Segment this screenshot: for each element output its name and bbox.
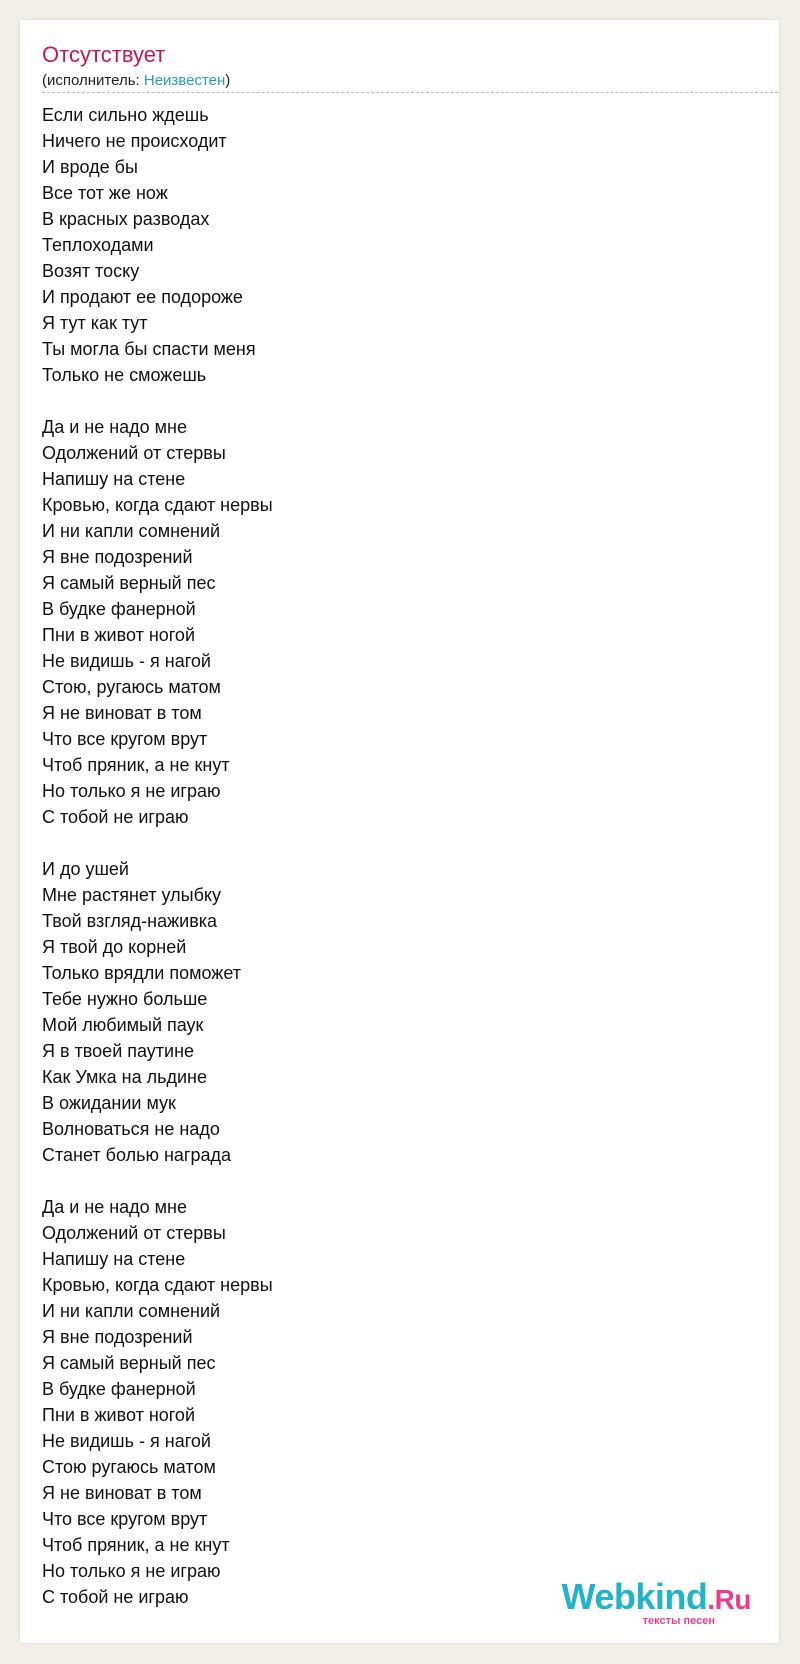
lyric-line: Мне растянет улыбку bbox=[42, 885, 221, 905]
lyric-line: Я в твоей паутине bbox=[42, 1041, 195, 1061]
lyric-line: В красных разводах bbox=[42, 209, 210, 229]
lyric-line: Я вне подозрений bbox=[42, 547, 193, 567]
stanza-break bbox=[42, 1168, 273, 1194]
lyric-line: Стою ругаюсь матом bbox=[42, 1457, 216, 1477]
byline-suffix: ) bbox=[225, 72, 231, 89]
lyric-line: Все тот же нож bbox=[42, 183, 168, 203]
lyric-line: Теплоходами bbox=[42, 235, 154, 255]
lyric-line: В ожидании мук bbox=[42, 1093, 176, 1113]
lyric-line: Я твой до корней bbox=[42, 937, 187, 957]
lyric-line: Чтоб пряник, а не кнут bbox=[42, 1535, 230, 1555]
lyric-line: Я вне подозрений bbox=[42, 1327, 193, 1347]
lyric-line: И ни капли сомнений bbox=[42, 1301, 221, 1321]
lyric-line: В будке фанерной bbox=[42, 599, 196, 619]
lyric-line: Ты могла бы спасти меня bbox=[42, 339, 256, 359]
lyric-line: Что все кругом врут bbox=[42, 729, 208, 749]
lyric-line: Возят тоску bbox=[42, 261, 140, 281]
lyric-line: Да и не надо мне bbox=[42, 1197, 188, 1217]
lyric-line: Пни в живот ногой bbox=[42, 1405, 195, 1425]
lyric-line: Только не сможешь bbox=[42, 365, 207, 385]
lyric-line: И до ушей bbox=[42, 859, 129, 879]
lyric-line: Твой взгляд-наживка bbox=[42, 911, 218, 931]
artist-link[interactable]: Неизвестен bbox=[143, 72, 226, 89]
lyric-line: Пни в живот ногой bbox=[42, 625, 195, 645]
lyric-line: Ничего не происходит bbox=[42, 131, 227, 151]
lyric-line: И продают ее подороже bbox=[42, 287, 243, 307]
logo-brand: Webkind bbox=[561, 1576, 708, 1617]
lyric-line: И ни капли сомнений bbox=[42, 521, 221, 541]
lyrics-card bbox=[20, 20, 779, 1643]
lyric-line: Я тут как тут bbox=[42, 313, 148, 333]
lyric-line: Тебе нужно больше bbox=[42, 989, 208, 1009]
lyric-line: В будке фанерной bbox=[42, 1379, 196, 1399]
lyric-line: Одолжений от стервы bbox=[42, 443, 226, 463]
lyric-line: Только врядли поможет bbox=[42, 963, 241, 983]
logo-tagline: тексты песен bbox=[642, 1615, 715, 1627]
lyric-line: Я не виноват в том bbox=[42, 1483, 202, 1503]
lyric-line: Чтоб пряник, а не кнут bbox=[42, 755, 230, 775]
logo-tld: .Ru bbox=[707, 1584, 751, 1615]
lyric-line: С тобой не играю bbox=[42, 1587, 189, 1607]
artist-byline bbox=[42, 72, 230, 90]
lyric-line: Не видишь - я нагой bbox=[42, 1431, 211, 1451]
lyric-line: Да и не надо мне bbox=[42, 417, 188, 437]
header-divider bbox=[42, 92, 778, 93]
lyric-line: Я самый верный пес bbox=[42, 573, 216, 593]
lyric-line: Напишу на стене bbox=[42, 469, 186, 489]
lyric-line: Мой любимый паук bbox=[42, 1015, 204, 1035]
song-title: Отсутствует bbox=[42, 42, 166, 67]
lyric-line: Напишу на стене bbox=[42, 1249, 186, 1269]
lyric-line: Одолжений от стервы bbox=[42, 1223, 226, 1243]
lyric-line: И вроде бы bbox=[42, 157, 138, 177]
lyric-line: Кровью, когда сдают нервы bbox=[42, 495, 273, 515]
lyric-line: С тобой не играю bbox=[42, 807, 189, 827]
lyric-line: Кровью, когда сдают нервы bbox=[42, 1275, 273, 1295]
stanza-break bbox=[42, 388, 273, 414]
site-logo[interactable] bbox=[551, 1577, 751, 1633]
logo-wordmark bbox=[562, 1577, 751, 1620]
lyric-line: Но только я не играю bbox=[42, 781, 221, 801]
lyric-line: Не видишь - я нагой bbox=[42, 651, 211, 671]
stanza-break bbox=[42, 830, 273, 856]
lyric-line: Волноваться не надо bbox=[42, 1119, 220, 1139]
lyric-line: Я самый верный пес bbox=[42, 1353, 216, 1373]
lyric-line: Если сильно ждешь bbox=[42, 105, 209, 125]
lyric-line: Стою, ругаюсь матом bbox=[42, 677, 221, 697]
lyric-line: Как Умка на льдине bbox=[42, 1067, 207, 1087]
byline-prefix: (исполнитель: bbox=[42, 72, 144, 89]
lyric-line: Но только я не играю bbox=[42, 1561, 221, 1581]
lyric-line: Станет болью награда bbox=[42, 1145, 232, 1165]
lyric-line: Я не виноват в том bbox=[42, 703, 202, 723]
lyrics-text bbox=[42, 102, 273, 1610]
lyric-line: Что все кругом врут bbox=[42, 1509, 208, 1529]
